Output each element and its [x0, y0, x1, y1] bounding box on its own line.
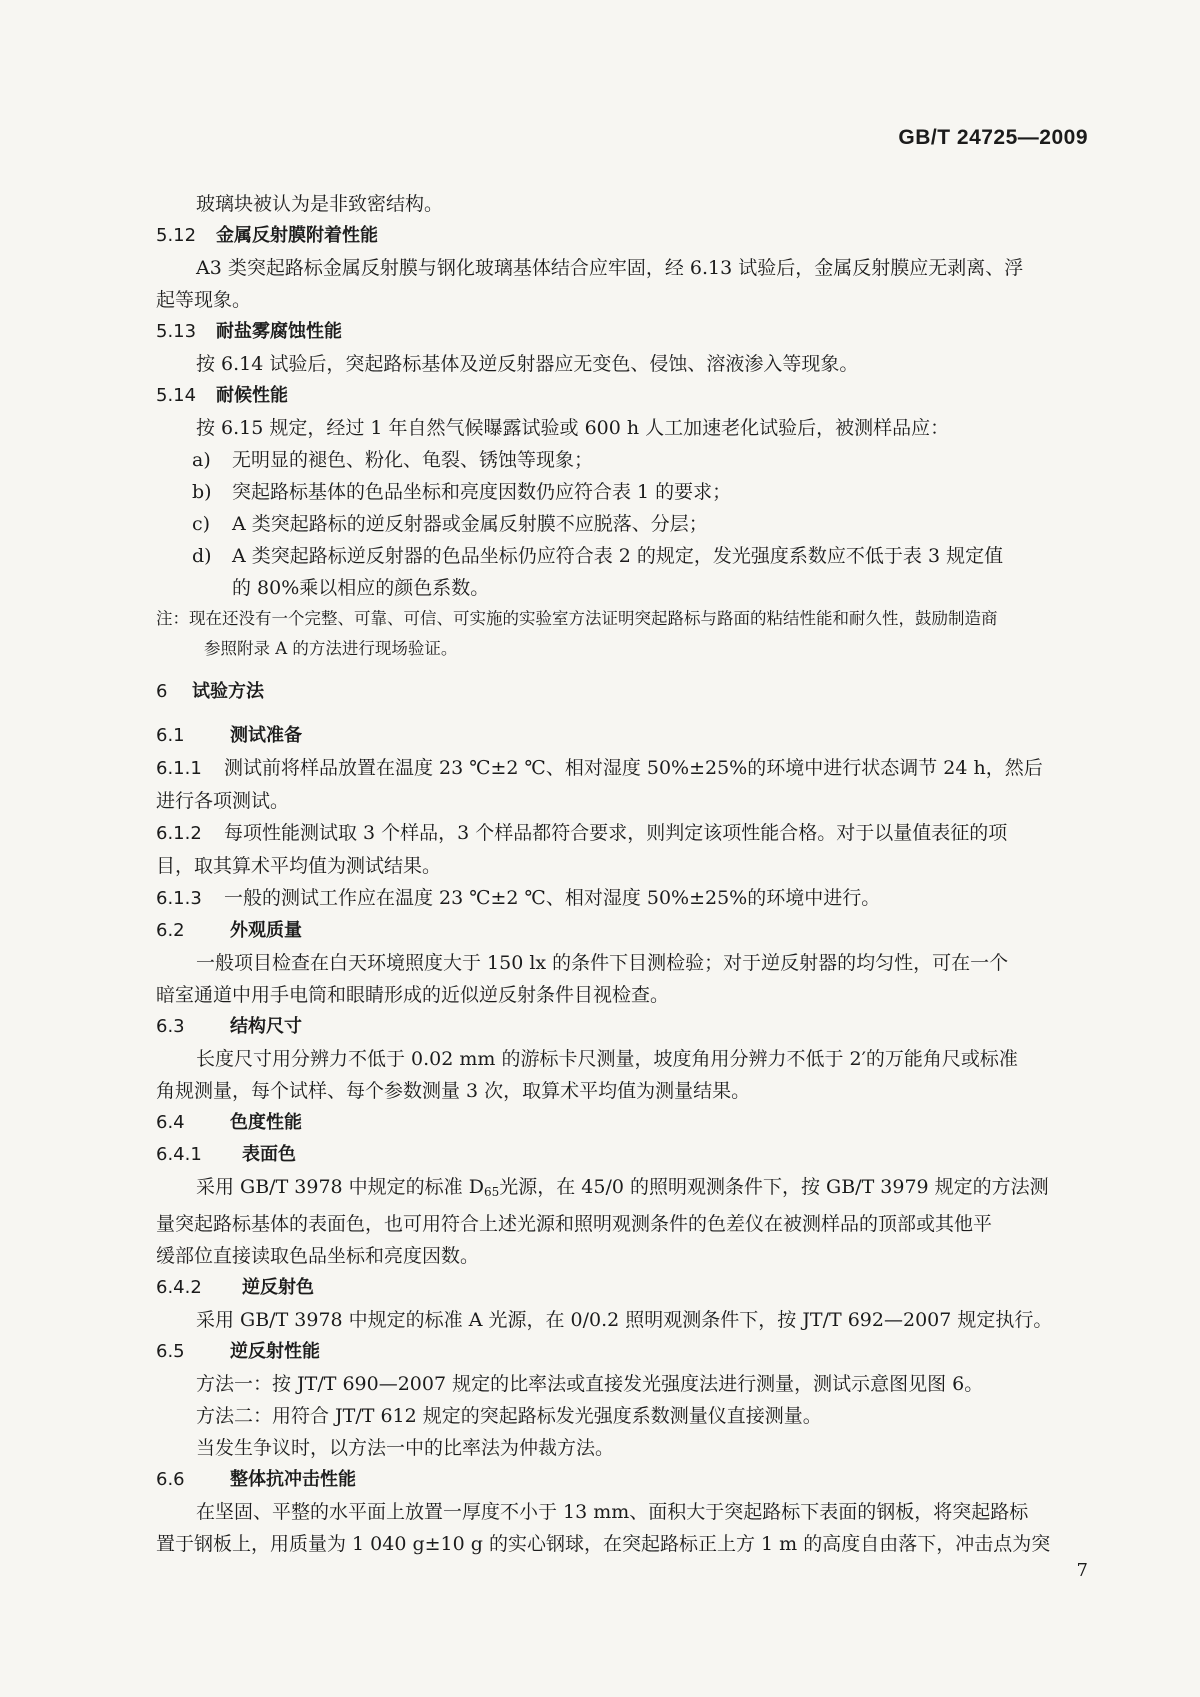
list-item — [156, 508, 1088, 540]
heading-6-6 — [156, 1464, 1088, 1496]
list-item-continuation: 的 80%乘以相应的颜色系数。 — [232, 577, 490, 599]
note-line: 注：现在还没有一个完整、可靠、可信、可实施的实验室方法证明突起路标与路面的粘结性能和耐久性，鼓励制造商 — [156, 609, 998, 628]
heading-6-5 — [156, 1336, 1088, 1368]
heading-title: 逆反射色 — [242, 1277, 314, 1298]
heading-title: 整体抗冲击性能 — [230, 1469, 356, 1490]
list-label: a) — [192, 449, 211, 471]
heading-title: 耐候性能 — [216, 385, 288, 406]
list-text: 突起路标基体的色品坐标和亮度因数仍应符合表 1 的要求； — [232, 481, 732, 503]
carry-line: 玻璃块被认为是非致密结构。 — [196, 193, 444, 215]
list-label: b) — [192, 481, 212, 503]
heading-title: 耐盐雾腐蚀性能 — [216, 321, 342, 342]
standard-code: GB/T 24725—2009 — [898, 126, 1088, 149]
list-item — [156, 444, 1088, 476]
paragraph-line — [156, 1171, 1088, 1208]
heading-5-13 — [156, 316, 1088, 348]
heading-number: 5.14 — [156, 385, 197, 406]
list-label: c) — [192, 513, 211, 535]
heading-number: 6.3 — [156, 1016, 185, 1037]
paragraph-line: 方法二：用符合 JT/T 612 规定的突起路标发光强度系数测量仪直接测量。 — [196, 1405, 822, 1427]
heading-title: 金属反射膜附着性能 — [216, 225, 378, 246]
heading-number: 6 — [156, 681, 168, 702]
heading-number: 6.2 — [156, 920, 185, 941]
paragraph-line: 按 6.15 规定，经过 1 年自然气候曝露试验或 600 h 人工加速老化试验后，被测样品应： — [196, 417, 950, 439]
paragraph-line: 暗室通道中用手电筒和眼睛形成的近似逆反射条件目视检查。 — [156, 984, 670, 1006]
heading-number: 6.1 — [156, 725, 185, 746]
heading-number: 6.4.1 — [156, 1144, 202, 1165]
paragraph-line: 在坚固、平整的水平面上放置一厚度不小于 13 mm、面积大于突起路标下表面的钢板，将突起路标 — [196, 1501, 1029, 1523]
paragraph-line: 长度尺寸用分辨力不低于 0.02 mm 的游标卡尺测量，坡度角用分辨力不低于 2′的万能角尺或标准 — [196, 1048, 1018, 1070]
page-number: 7 — [1076, 1560, 1088, 1581]
paragraph-line: 目，取其算术平均值为测试结果。 — [156, 855, 442, 877]
heading-title: 结构尺寸 — [230, 1016, 302, 1037]
heading-title: 外观质量 — [230, 920, 302, 941]
paragraph-line — [156, 882, 1088, 915]
heading-title: 表面色 — [242, 1144, 296, 1165]
heading-6-4 — [156, 1107, 1088, 1139]
heading-6-4-1 — [156, 1139, 1088, 1171]
note-line: 参照附录 A 的方法进行现场验证。 — [204, 639, 458, 658]
paragraph-line: 置于钢板上，用质量为 1 040 g±10 g 的实心钢球，在突起路标正上方 1 m 的高度自由落下，冲击点为突 — [156, 1533, 1051, 1555]
heading-6-3 — [156, 1011, 1088, 1043]
list-item — [156, 540, 1088, 572]
heading-number: 5.12 — [156, 225, 197, 246]
paragraph-line: 进行各项测试。 — [156, 790, 290, 812]
paragraph-line: 方法一：按 JT/T 690—2007 规定的比率法或直接发光强度法进行测量，测试示意图见图 6。 — [196, 1373, 984, 1395]
paragraph-line: 量突起路标基体的表面色，也可用符合上述光源和照明观测条件的色差仪在被测样品的顶部或其他平 — [156, 1213, 993, 1235]
clause-number: 6.1.1 — [156, 758, 202, 779]
paragraph-line: 当发生争议时，以方法一中的比率法为仲裁方法。 — [196, 1437, 615, 1459]
heading-title: 逆反射性能 — [230, 1341, 320, 1362]
heading-title: 色度性能 — [230, 1112, 302, 1133]
paragraph-line: 一般项目检查在白天环境照度大于 150 lx 的条件下目测检验；对于逆反射器的均匀性，可在一个 — [196, 952, 1009, 974]
heading-5-14 — [156, 380, 1088, 412]
clause-number: 6.1.3 — [156, 888, 202, 909]
list-label: d) — [192, 545, 212, 567]
heading-6-4-2 — [156, 1272, 1088, 1304]
paragraph-line — [156, 817, 1088, 850]
list-text: A 类突起路标的逆反射器或金属反射膜不应脱落、分层； — [232, 513, 708, 535]
paragraph-line: A3 类突起路标金属反射膜与钢化玻璃基体结合应牢固，经 6.13 试验后，金属反射膜应无剥离、浮 — [196, 257, 1024, 279]
clause-text: 一般的测试工作应在温度 23 ℃±2 ℃、相对湿度 50%±25%的环境中进行。 — [224, 887, 881, 909]
heading-number: 6.4 — [156, 1112, 185, 1133]
text-run: 光源，在 45/0 的照明观测条件下，按 GB/T 3979 规定的方法测 — [499, 1176, 1049, 1198]
paragraph-line: 起等现象。 — [156, 289, 252, 311]
heading-number: 5.13 — [156, 321, 197, 342]
paragraph-line — [156, 752, 1088, 785]
heading-6-1 — [156, 720, 1088, 752]
heading-5-12 — [156, 220, 1088, 252]
subscript: 65 — [483, 1185, 500, 1199]
heading-number: 6.4.2 — [156, 1277, 202, 1298]
list-text: A 类突起路标逆反射器的色品坐标仍应符合表 2 的规定，发光强度系数应不低于表 3 规定值 — [232, 545, 1004, 567]
heading-title: 试验方法 — [192, 681, 264, 702]
heading-number: 6.6 — [156, 1469, 185, 1490]
paragraph-line: 采用 GB/T 3978 中规定的标准 A 光源，在 0/0.2 照明观测条件下，按 JT/T 692—2007 规定执行。 — [196, 1309, 1053, 1331]
heading-number: 6.5 — [156, 1341, 185, 1362]
heading-title: 测试准备 — [230, 725, 302, 746]
paragraph-line: 角规测量，每个试样、每个参数测量 3 次，取算术平均值为测量结果。 — [156, 1080, 751, 1102]
list-item — [156, 476, 1088, 508]
text-run: 采用 GB/T 3978 中规定的标准 D — [196, 1176, 484, 1198]
clause-text: 测试前将样品放置在温度 23 ℃±2 ℃、相对湿度 50%±25%的环境中进行状态调节 24 h，然后 — [224, 757, 1043, 779]
list-text: 无明显的褪色、粉化、龟裂、锈蚀等现象； — [232, 449, 594, 471]
clause-number: 6.1.2 — [156, 823, 202, 844]
heading-6 — [156, 676, 1088, 708]
page-content — [156, 188, 1088, 1560]
heading-6-2 — [156, 915, 1088, 947]
paragraph-line: 按 6.14 试验后，突起路标基体及逆反射器应无变色、侵蚀、溶液渗入等现象。 — [196, 353, 859, 375]
paragraph-line: 缓部位直接读取色品坐标和亮度因数。 — [156, 1245, 480, 1267]
clause-text: 每项性能测试取 3 个样品，3 个样品都符合要求，则判定该项性能合格。对于以量值表征的项 — [224, 822, 1008, 844]
